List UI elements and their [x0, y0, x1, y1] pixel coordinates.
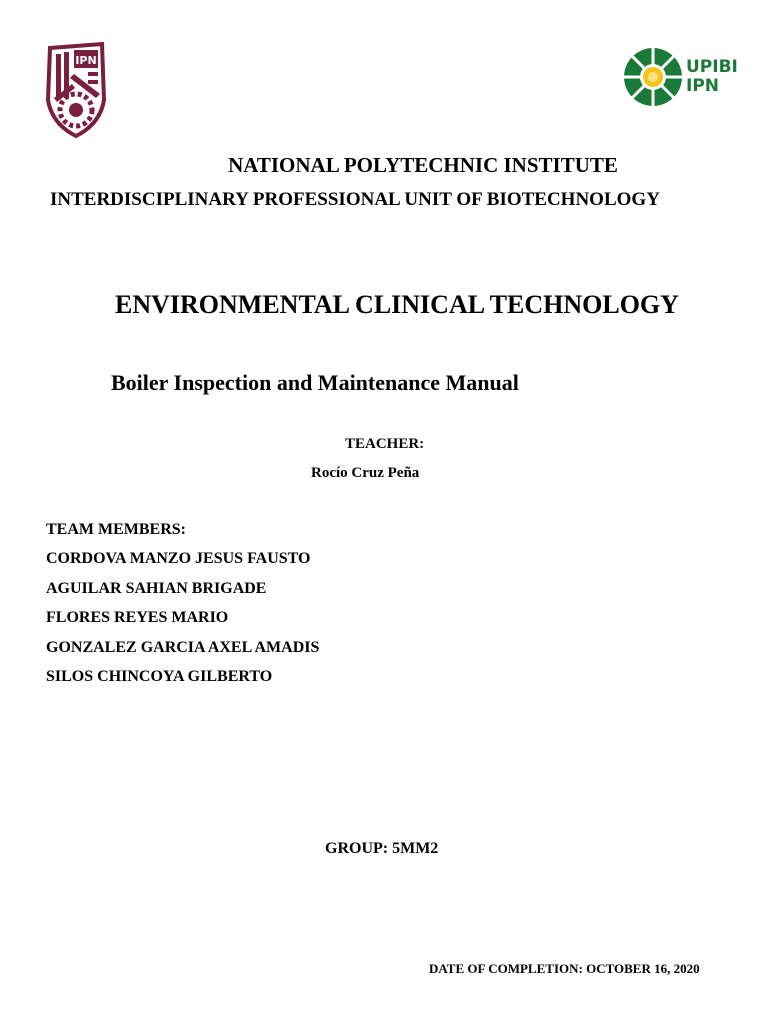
course-title: ENVIRONMENTAL CLINICAL TECHNOLOGY — [115, 290, 679, 319]
team-member: FLORES REYES MARIO — [46, 609, 229, 627]
completion-date: DATE OF COMPLETION: OCTOBER 16, 2020 — [429, 961, 700, 976]
team-member: AGUILAR SAHIAN BRIGADE — [46, 579, 267, 597]
ipn-logo — [44, 40, 108, 140]
group-label: GROUP: 5MM2 — [325, 840, 439, 857]
upibi-logo-line2: IPN — [686, 76, 720, 96]
teacher-label: TEACHER: — [345, 436, 425, 452]
unit-title: INTERDISCIPLINARY PROFESSIONAL UNIT OF BIOTECHNOLOGY — [50, 189, 660, 210]
document-subtitle: Boiler Inspection and Maintenance Manual — [111, 370, 519, 395]
ipn-logo-lettering: IPN — [75, 54, 97, 67]
team-members-section — [46, 520, 319, 696]
team-member: GONZALEZ GARCIA AXEL AMADIS — [46, 638, 320, 656]
team-member: SILOS CHINCOYA GILBERTO — [46, 667, 273, 685]
upibi-logo-icon — [622, 46, 684, 108]
upibi-logo — [622, 44, 738, 110]
ipn-emblem-icon — [44, 40, 108, 140]
team-members-label: TEAM MEMBERS: — [46, 521, 186, 538]
teacher-name: Rocío Cruz Peña — [311, 465, 420, 481]
upibi-logo-line1: UPIBI — [686, 57, 738, 77]
team-member: CORDOVA MANZO JESUS FAUSTO — [46, 550, 311, 568]
institution-title: NATIONAL POLYTECHNIC INSTITUTE — [228, 153, 618, 177]
